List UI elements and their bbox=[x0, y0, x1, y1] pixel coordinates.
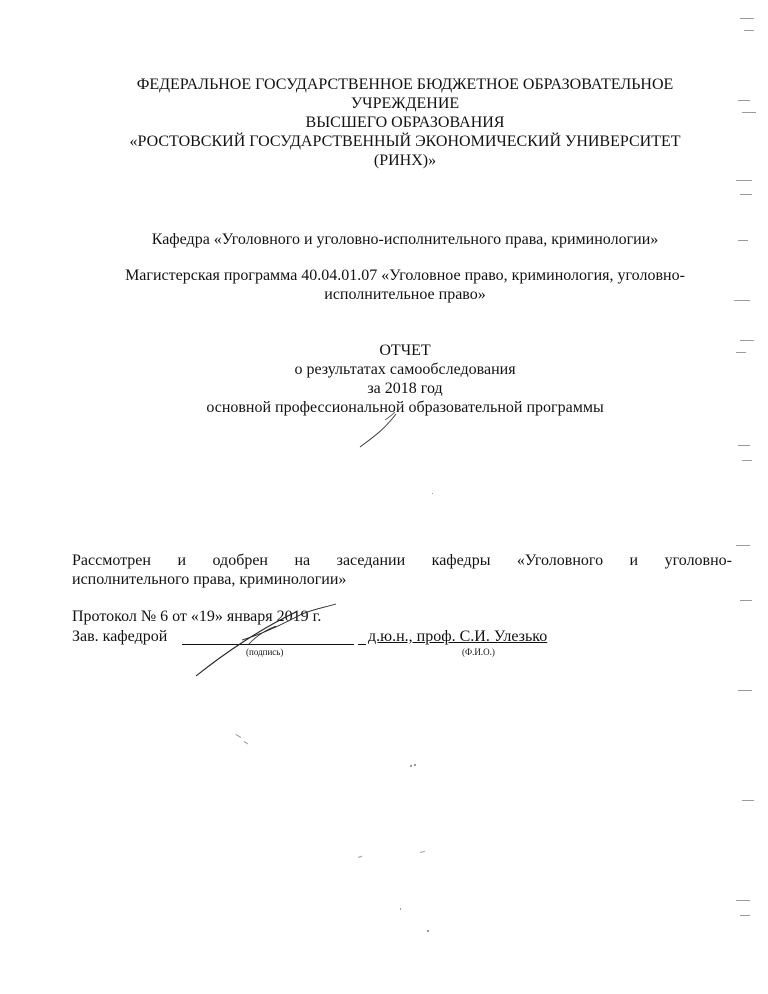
report-title: ОТЧЕТ bbox=[379, 342, 431, 359]
header-line-1: ФЕДЕРАЛЬНОЕ ГОСУДАРСТВЕННОЕ БЮДЖЕТНОЕ ОБРАЗОВАТЕЛЬНОЕ bbox=[136, 76, 674, 93]
university-header bbox=[60, 75, 750, 170]
approval-statement bbox=[72, 551, 732, 589]
signature-dash bbox=[358, 644, 366, 645]
approval-line-1: Рассмотрен и одобрен на заседании кафедры «Уголовного и уголовно- bbox=[72, 552, 732, 569]
head-of-department-label: Зав. кафедрой bbox=[72, 628, 168, 645]
approval-line-2: исполнительного права, криминологии» bbox=[72, 571, 347, 588]
report-line-1: о результатах самообследования bbox=[294, 361, 516, 378]
report-line-3: основной профессиональной образовательной программы bbox=[206, 399, 604, 416]
report-line-2: за 2018 год bbox=[367, 380, 443, 397]
protocol-line: Протокол № 6 от «19» января 2019 г. bbox=[72, 608, 322, 625]
signature-row bbox=[72, 627, 632, 667]
master-program bbox=[60, 266, 750, 304]
head-name: д.ю.н., проф. С.И. Улезько bbox=[368, 628, 548, 645]
header-line-2: УЧРЕЖДЕНИЕ bbox=[350, 95, 460, 112]
signature-line bbox=[182, 644, 354, 645]
department-name: Кафедра «Уголовного и уголовно-исполнительного права, криминологии» bbox=[151, 231, 659, 248]
header-line-3: ВЫСШЕГО ОБРАЗОВАНИЯ bbox=[305, 114, 505, 131]
program-line-2: исполнительное право» bbox=[324, 286, 486, 303]
header-line-5: (РИНХ)» bbox=[373, 152, 437, 169]
fio-caption: (Ф.И.О.) bbox=[462, 647, 495, 657]
signature-caption: (подпись) bbox=[246, 647, 284, 657]
header-line-4: «РОСТОВСКИЙ ГОСУДАРСТВЕННЫЙ ЭКОНОМИЧЕСКИЙ УНИВЕРСИТЕТ bbox=[129, 133, 681, 150]
program-line-1: Магистерская программа 40.04.01.07 «Уголовное право, криминология, уголовно- bbox=[125, 267, 685, 284]
report-pen-stroke bbox=[360, 414, 396, 447]
report-title-block bbox=[60, 341, 750, 417]
